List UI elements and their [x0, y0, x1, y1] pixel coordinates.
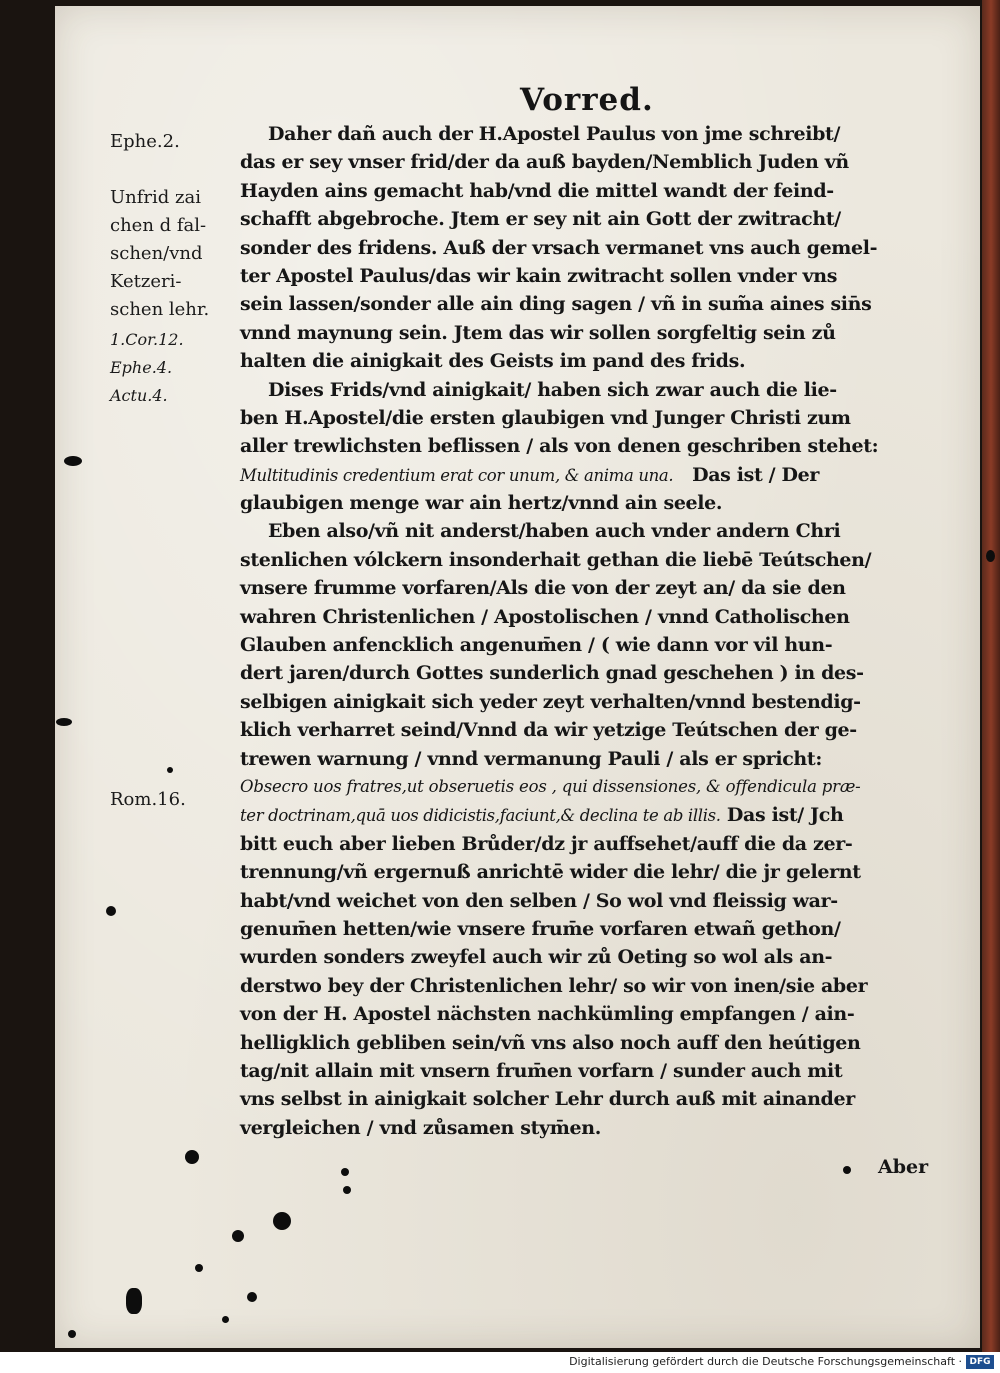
ink-blot — [56, 718, 72, 726]
ink-dot — [341, 1168, 349, 1176]
ink-dot — [222, 1316, 229, 1323]
text-line: vns selbst in ainigkait solcher Lehr durch auß mit ainander — [240, 1088, 855, 1111]
text-line: ter Apostel Paulus/das wir kain zwitracht sollen vnder vns — [240, 264, 838, 287]
text-line: genum̄en hetten/wie vnsere frum̄e vorfaren etwañ gethon/ — [240, 917, 841, 940]
text-line: Daher dañ auch der H.Apostel Paulus von jme schreibt/ — [268, 123, 841, 145]
ink-dot — [185, 1150, 199, 1164]
text-line: dert jaren/durch Gottes sunderlich gnad geschehen ) in des- — [240, 662, 864, 685]
ink-dot — [232, 1230, 244, 1242]
latin-quote: ter doctrinam,quā uos didicistis,faciunt,& declina te ab illis. — [240, 806, 721, 826]
ink-dot — [343, 1186, 351, 1194]
page-header-title: Vorred. — [520, 82, 654, 118]
text-line: Eben also/vñ nit anderst/haben auch vnder andern Chri — [268, 520, 841, 543]
text-line: klich verharret seind/Vnnd da wir yetzige Teútschen der ge- — [240, 719, 857, 742]
text-line: Glauben anfencklich angenum̄en / ( wie dann vor vil hun- — [240, 634, 833, 657]
body-text — [240, 120, 940, 1142]
ink-figure — [126, 1288, 142, 1314]
text-line: Dises Frids/vnd ainigkait/ haben sich zwar auch die lie- — [268, 378, 837, 401]
text-line: vergleichen / vnd zůsamen stym̄en. — [240, 1116, 601, 1139]
ink-dot — [986, 550, 995, 562]
text-line: bitt euch aber lieben Brůder/dz jr auffsehet/auff die da zer- — [240, 832, 853, 855]
ink-dot — [68, 1330, 76, 1338]
translation-lead: Das ist / Der — [692, 463, 820, 486]
text-line: stenlichen vólckern insonderhait gethan die liebē Teútschen/ — [240, 548, 872, 571]
margin-note-chen: chen d fal- — [110, 215, 207, 236]
text-line: vnnd maynung sein. Jtem das wir sollen sorgfeltig sein zů — [240, 321, 836, 344]
ink-dot — [247, 1292, 257, 1302]
book-binding-edge — [982, 0, 1000, 1352]
text-line-mixed — [240, 801, 940, 829]
text-line-mixed — [240, 461, 940, 489]
text-line: das er sey vnser frid/der da auß bayden/Nemblich Juden vñ — [240, 151, 849, 174]
text-line: selbigen ainigkait sich yeder zeyt verhalten/vnnd bestendig- — [240, 690, 861, 713]
text-line: glaubigen menge war ain hertz/vnnd ain seele. — [240, 492, 723, 515]
ink-dot — [106, 906, 116, 916]
latin-line: Obsecro uos fratres,ut obseruetis eos , qui dissensiones, & offendicula præ- — [240, 776, 861, 796]
ink-dot — [843, 1166, 851, 1174]
ink-dot — [273, 1212, 291, 1230]
margin-note-lehr: schen lehr. — [110, 299, 210, 320]
text-line: tag/nit allain mit vnsern frum̄en vorfarn / sunder auch mit — [240, 1059, 843, 1082]
ink-dot — [167, 767, 173, 773]
text-line: sein lassen/sonder alle ain ding sagen / vñ in sum̃a aines sin̄s — [240, 293, 872, 316]
text-line: derstwo bey der Christenlichen lehr/ so wir von inen/sie aber — [240, 974, 868, 997]
text-line: trennung/vñ ergernuß anrichtē wider die lehr/ die jr gelernt — [240, 861, 861, 884]
text-line: helligklich gebliben sein/vñ vns also noch auff den heútigen — [240, 1031, 861, 1054]
margin-note-ephe-4: Ephe.4. — [110, 358, 173, 377]
text-line: ben H.Apostel/die ersten glaubigen vnd Junger Christi zum — [240, 406, 851, 429]
text-line: wurden sonders zweyfel auch wir zů Oeting so wol als an- — [240, 946, 833, 969]
text-line: Hayden ains gemacht hab/vnd die mittel wandt der feind- — [240, 179, 834, 202]
text-line: trewen warnung / vnnd vermanung Pauli / als er spricht: — [240, 747, 822, 770]
margin-note-schen: schen/vnd — [110, 243, 203, 264]
digitization-credit: Digitalisierung gefördert durch die Deutsche Forschungsgemeinschaft · — [569, 1355, 962, 1368]
ink-dot — [195, 1264, 203, 1272]
margin-note-unfrid: Unfrid zai — [110, 187, 202, 208]
catchword: Aber — [878, 1156, 929, 1178]
text-line: habt/vnd weichet von den selben / So wol vnd fleissig war- — [240, 889, 838, 912]
footer-bar — [0, 1352, 1000, 1373]
margin-note-ephe-2: Ephe.2. — [110, 131, 180, 152]
margin-note-1-cor-12: 1.Cor.12. — [110, 330, 184, 349]
text-line: wahren Christenlichen / Apostolischen / vnnd Catholischen — [240, 605, 850, 628]
ink-blot — [64, 456, 82, 466]
text-line: aller trewlichsten beflissen / als von denen geschriben stehet: — [240, 435, 879, 458]
text-line: halten die ainigkait des Geists im pand des frids. — [240, 350, 746, 373]
margin-note-ketzeri: Ketzeri- — [110, 271, 182, 292]
text-line: vnsere frumme vorfaren/Als die von der zeyt an/ da sie den — [240, 577, 846, 600]
margin-note-rom-16: Rom.16. — [110, 789, 186, 810]
latin-quote: Multitudinis credentium erat cor unum, & anima una. — [240, 465, 674, 485]
dfg-logo: DFG — [966, 1355, 994, 1369]
margin-note-actu-4: Actu.4. — [110, 386, 168, 405]
text-line: schafft abgebroche. Jtem er sey nit ain Gott der zwitracht/ — [240, 208, 841, 231]
translation-lead: Das ist/ Jch — [726, 804, 844, 827]
text-line: sonder des fridens. Auß der vrsach vermanet vns auch gemel- — [240, 236, 878, 259]
text-line: von der H. Apostel nächsten nachkümling empfangen / ain- — [240, 1003, 855, 1026]
